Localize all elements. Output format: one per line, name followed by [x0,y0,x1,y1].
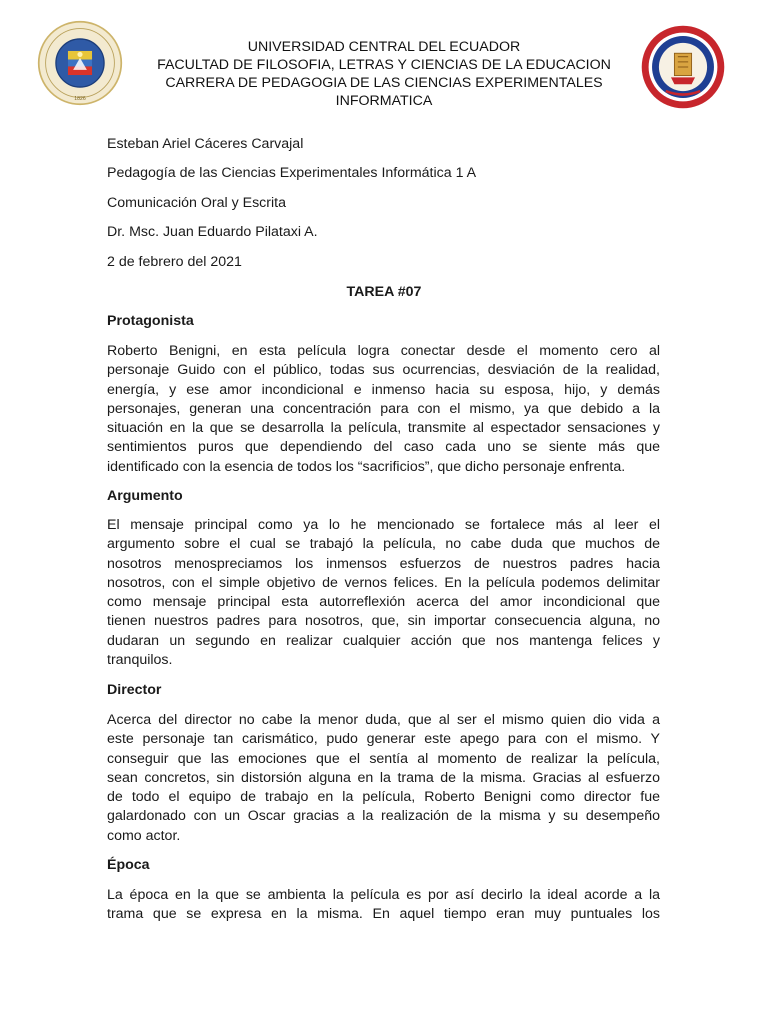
header-specialty: INFORMATICA [335,93,433,109]
paragraph-line: como actor. [107,827,181,844]
paragraph-line: nosotros menospreciamos los inmensos esfuerzos de nuestros padres hacia [107,555,660,572]
paragraph-line: conseguir que las emociones que el sentía al momento de realizar la película, [107,750,660,767]
paragraph-line: nosotros, con el simple objetivo de vernos felices. En la película podemos delimitar [107,574,660,591]
paragraph-line: Acerca del director no cabe la menor duda, que al ser el mismo quien dio vida a [107,712,660,728]
header-career: CARRERA DE PEDAGOGIA DE LAS CIENCIAS EXPERIMENTALES [165,75,603,91]
teacher-name: Dr. Msc. Juan Eduardo Pilataxi A. [107,224,318,240]
section-paragraph-director [107,711,660,846]
paragraph-line: tranquilos. [107,652,173,669]
paragraph-line: galardonado con un Oscar gracias a la realización de la misma y su desempeño [107,808,660,825]
document-date: 2 de febrero del 2021 [107,254,242,270]
paragraph-line: La época en la que se ambienta la película es por así decirlo la ideal acorde a la [107,887,660,903]
paragraph-line: Roberto Benigni, en esta película logra conectar desde el momento cero al [107,343,660,359]
section-title-protagonista: Protagonista [107,313,194,329]
paragraph-line: argumento sobre el cual se trabajó la película, no cabe duda que muchos de [107,536,660,553]
header-faculty: FACULTAD DE FILOSOFIA, LETRAS Y CIENCIAS DE LA EDUCACION [157,57,611,73]
section-paragraph-protagonista [107,342,660,477]
paragraph-line: El mensaje principal como ya lo he mencionado se fortalece más al leer el [107,517,660,533]
paragraph-line: identificado con la esencia de todos los “sacrificios”, que dicho personaje enfrenta. [107,458,626,475]
paragraph-line: dudaran un segundo en realizar cualquier acción que nos mantenga felices y [107,632,660,649]
task-title: TAREA #07 [346,284,422,300]
program-name: Pedagogía de las Ciencias Experimentales Informática 1 A [107,165,477,181]
paragraph-line: como mensaje principal esta autorreflexión acerca del amor incondicional que [107,594,660,611]
section-title-argumento: Argumento [107,488,183,504]
paragraph-line: trama que se expresa en la misma. En aquel tiempo eran muy puntuales los [107,906,660,923]
paragraph-line: este personaje tan carismático, pudo generar este apego para con el mismo. Y [107,731,660,748]
paragraph-line: energía, y ese amor incondicional e inmenso hacia su esposa, hijo, y demás [107,381,660,398]
section-paragraph-argumento [107,516,660,670]
paragraph-line: de todo el equipo de trabajo en la película, Roberto Benigni como director fue [107,789,660,806]
section-title-director: Director [107,682,162,698]
course-name: Comunicación Oral y Escrita [107,195,286,211]
paragraph-line: personajes, generan una concentración para con el mismo, ya que debido a la [107,400,660,417]
paragraph-line: sentimientos puros que dependiendo del caso cada uno se siente más que [107,439,660,456]
paragraph-line: tienen nuestros padres para nosotros, que, sin importar consecuencia alguna, no [107,613,660,630]
section-title-epoca: Época [107,857,150,873]
seal-year-text: 1826 [74,95,86,102]
paragraph-line: sean concretos, sin distorsión alguna en la trama de la misma. Gracias al esfuerzo [107,769,660,786]
paragraph-line: personaje Guido con el público, todas sus ocurrencias, desviación de la realidad, [107,362,660,379]
header-university: UNIVERSIDAD CENTRAL DEL ECUADOR [247,39,521,55]
student-name: Esteban Ariel Cáceres Carvajal [107,136,304,152]
section-paragraph-epoca [107,886,660,925]
document-header [0,38,768,110]
paragraph-line: situación en la que se desarrolla la película, transmite al espectador sensaciones y [107,420,660,437]
